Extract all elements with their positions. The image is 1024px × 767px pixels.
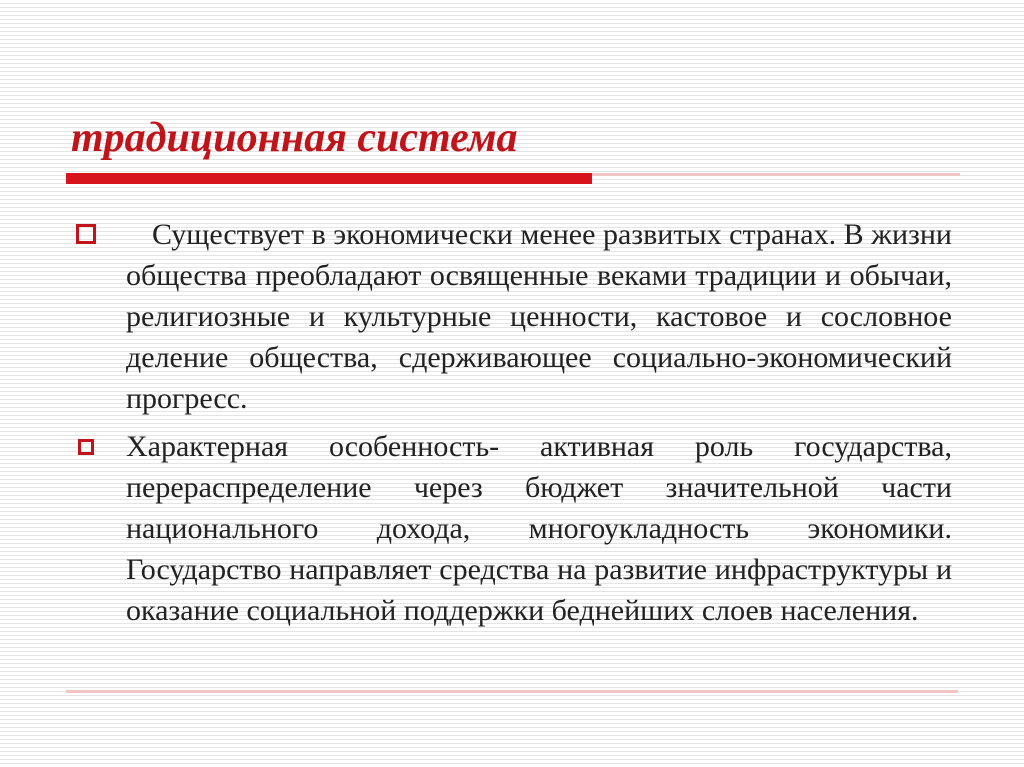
bullet-list bbox=[74, 214, 952, 638]
footer-rule bbox=[66, 690, 958, 693]
title-underline-bar bbox=[66, 173, 592, 184]
hollow-square-bullet-icon bbox=[78, 439, 94, 455]
title-underline-rule bbox=[592, 173, 960, 176]
bullet-item-traditions bbox=[74, 214, 952, 419]
bullet-text: Характерная особенность- активная роль государства, перераспределение через бюджет значительной части национального дохода, многоукладность экономики. Государство направляет средства на развитие инфраструктуры и оказание социальной поддержки беднейших слоев населения. bbox=[126, 430, 952, 627]
bullet-text: Существует в экономически менее развитых странах. В жизни общества преобладают освященные веками традиции и обычаи, религиозные и культурные ценности, кастовое и сословное деление общества, сдерживающее социально-экономический прогресс. bbox=[126, 218, 952, 415]
slide-title: традиционная система bbox=[71, 115, 518, 161]
hollow-square-bullet-icon bbox=[76, 224, 96, 244]
bullet-item-state-role bbox=[74, 426, 952, 631]
